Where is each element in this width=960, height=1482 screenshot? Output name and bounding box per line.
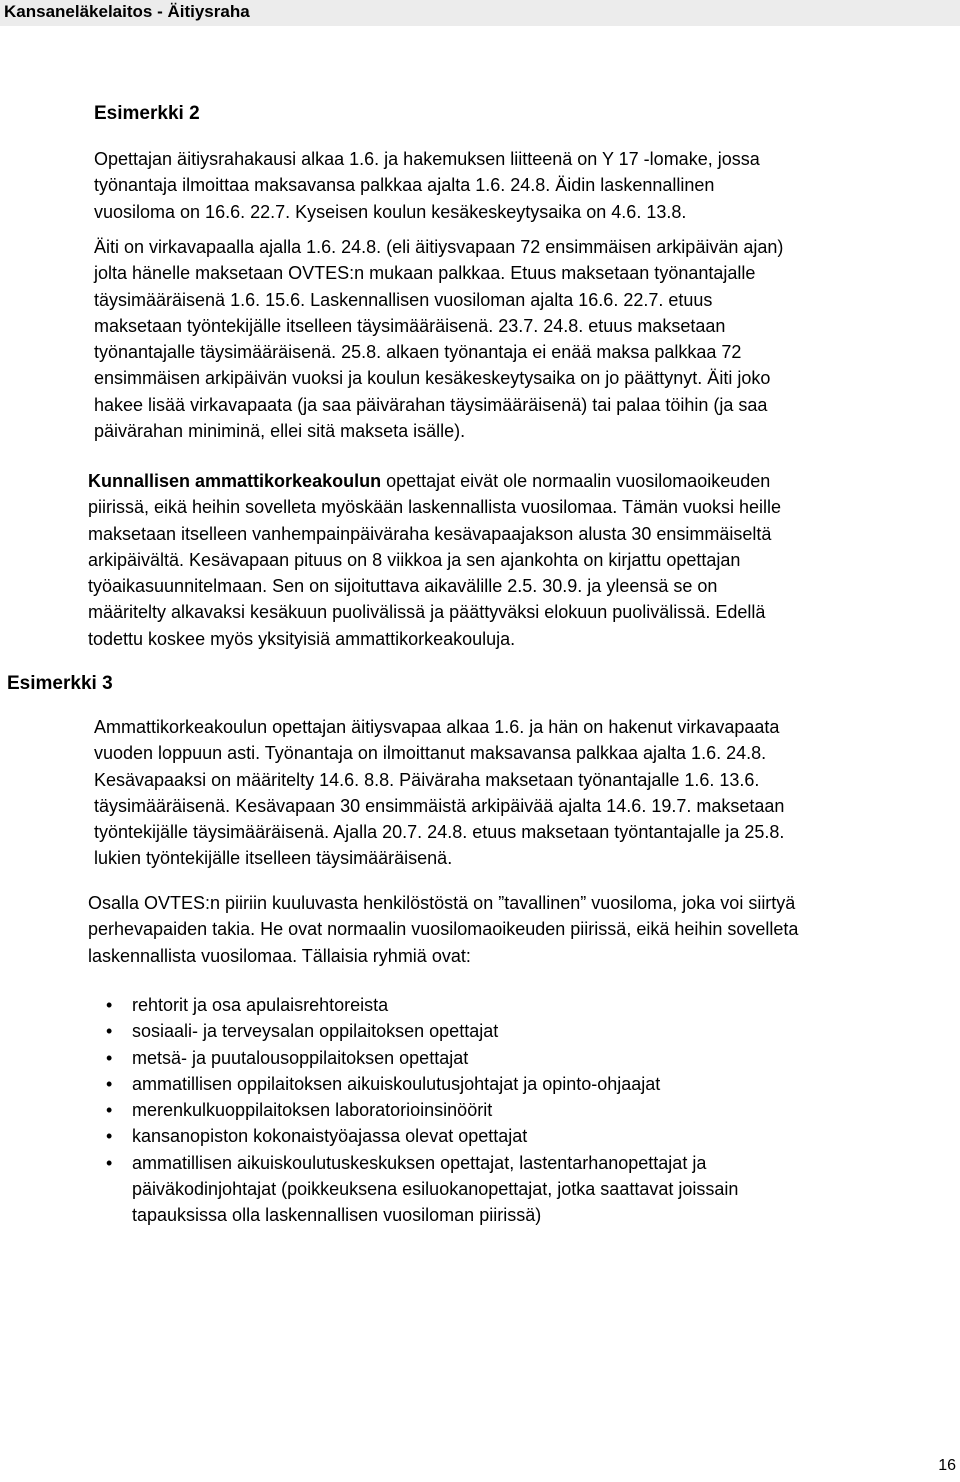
list-item <box>106 1018 954 1044</box>
bullet-icon: • <box>106 995 113 1015</box>
header-title: Kansaneläkelaitos - Äitiysraha <box>4 2 250 21</box>
bullet-icon: • <box>106 1100 113 1121</box>
list-item-text: merenkulkuoppilaitoksen laboratorioinsinöörit <box>132 1100 493 1121</box>
bullet-icon: • <box>106 1073 113 1094</box>
list-item <box>106 1150 954 1229</box>
list-item-text: sosiaali- ja terveysalan oppilaitoksen opettajat <box>132 1021 499 1042</box>
list-item <box>106 1071 954 1097</box>
group-list <box>106 992 954 1229</box>
ovtes-paragraph: Osalla OVTES:n piiriin kuuluvasta henkilöstöstä on ”tavallinen” vuosiloma, joka voi siirtyä perhevapaiden takia. He ovat normaalin vuosilomaoikeuden piirissä, eikä heihin sovelleta laskennallista vuosilomaa. Tällaisia ryhmiä ovat: <box>88 893 799 966</box>
page-number: 16 <box>938 1457 956 1474</box>
list-item-text: ammatillisen aikuiskoulutuskeskuksen opettajat, lastentarhanopettajat ja päiväkodinjohtajat (poikkeuksena esiluokanopettajat, jotka saattavat joissain tapauksissa olla laskennallisen vuosiloman piirissä) <box>132 1152 739 1226</box>
list-item <box>106 1097 954 1123</box>
list-item <box>106 1045 954 1071</box>
example-2-paragraph-1: Opettajan äitiysrahakausi alkaa 1.6. ja hakemuksen liitteenä on Y 17 -lomake, jossa työnantaja ilmoittaa maksavansa palkkaa ajalta 1.6. 24.8. Äidin laskennallinen vuosiloma on 16.6. 22.7. Kyseisen koulun kesäkeskeytysaika on 4.6. 13.8. <box>94 149 760 222</box>
bullet-icon: • <box>106 1126 113 1147</box>
example-3-paragraph-2: Ammattikorkeakoulun opettajan äitiysvapaa alkaa 1.6. ja hän on hakenut virkavapaata vuoden loppuun asti. Työnantaja on ilmoittanut maksavansa palkkaa ajalta 1.6. 24.8. Kesävapaaksi on määritelty 14.6. 8.8. Päiväraha maksetaan työnantajalle 1.6. 13.6. täysimääräisenä. Kesävapaan 30 ensimmäistä arkipäivää ajalta 14.6. 19.7. maksetaan työntekijälle täysimääräisenä. Ajalla 20.7. 24.8. etuus maksetaan työntantajalle ja 25.8. lukien työntekijälle itselleen täysimääräisenä. <box>94 717 785 869</box>
example-3-heading: Esimerkki 3 <box>7 673 113 694</box>
list-item-text: ammatillisen oppilaitoksen aikuiskoulutusjohtajat ja opinto-ohjaajat <box>132 1073 661 1094</box>
example-3-intro-paragraph <box>88 468 954 652</box>
bullet-icon: • <box>106 1047 113 1068</box>
list-item-text: kansanopiston kokonaistyöajassa olevat opettajat <box>132 1126 528 1147</box>
page-header <box>0 0 960 26</box>
bullet-icon: • <box>106 1021 113 1042</box>
bullet-icon: • <box>106 1152 113 1173</box>
example-3-intro-bold: Kunnallisen ammattikorkeakoulun <box>88 471 382 491</box>
example-2-paragraph-2: Äiti on virkavapaalla ajalla 1.6. 24.8. (eli äitiysvapaan 72 ensimmäisen arkipäivän ajan) jolta hänelle maksetaan OVTES:n mukaan palkkaa. Etuus maksetaan työnantajalle täysimääräisenä 1.6. 15.6. Laskennallisen vuosiloman ajalta 16.6. 22.7. etuus maksetaan työntekijälle itselleen täysimääräisenä. 23.7. 24.8. etuus maksetaan työnantajalle täysimääräisenä. 25.8. alkaen työnantaja ei enää maksa palkkaa 72 ensimmäisen arkipäivän vuoksi ja koulun kesäkeskeytysaika on jo päättynyt. Äiti joko hakee lisää virkavapaata (ja saa päivärahan täysimääräisenä) tai palaa töihin (ja saa päivärahan miniminä, ellei sitä makseta isälle). <box>94 237 784 442</box>
list-item-text: rehtorit ja osa apulaisrehtoreista <box>132 995 389 1015</box>
list-item-text: metsä- ja puutalousoppilaitoksen opettajat <box>132 1047 469 1068</box>
example-3-intro-text: opettajat eivät ole normaalin vuosilomaoikeuden piirissä, eikä heihin sovelleta myöskään laskennallista vuosilomaa. Tämän vuoksi heille maksetaan itselleen vanhempainpäiväraha kesävapaajakson alusta 30 ensimmäiseltä arkipäivältä. Kesävapaan pituus on 8 viikkoa ja sen ajankohta on kirjattu opettajan työaikasuunnitelmaan. Sen on sijoituttava aikavälille 2.5. 30.9. ja yleensä se on määritelty alkavaksi kesäkuun puolivälissä ja päättyväksi elokuun puolivälissä. Edellä todettu koskee myös yksityisiä ammattikorkeakouluja. <box>88 471 782 649</box>
example-2-heading: Esimerkki 2 <box>94 103 200 124</box>
list-item <box>106 992 954 1018</box>
list-item <box>106 1123 954 1149</box>
